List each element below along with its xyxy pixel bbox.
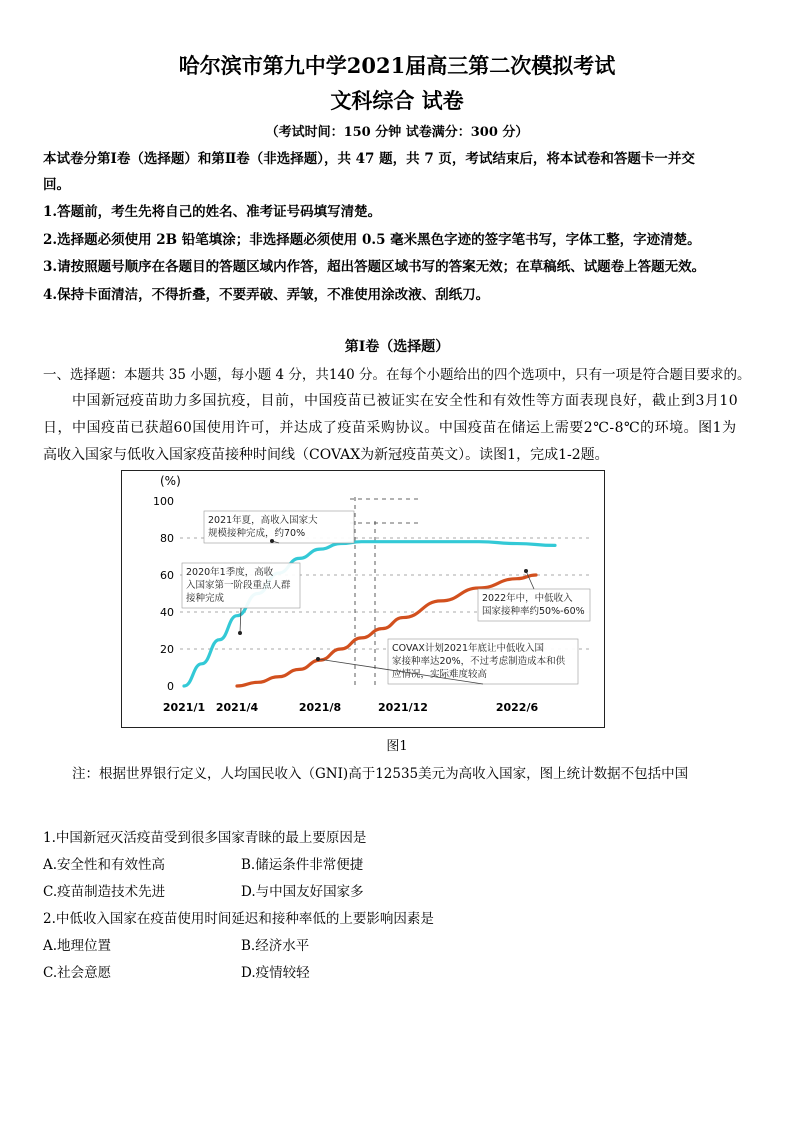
annotation-covax-marker <box>316 657 320 661</box>
exam-subtitle: 文科综合 试卷 <box>330 88 464 113</box>
y-tick-label: 80 <box>160 532 174 545</box>
instruction-item-4: 4.保持卡面清洁，不得折叠，不要弄破、弄皱，不准使用涂改液、刮纸刀。 <box>43 287 490 303</box>
question-1-option-a: A.安全性和有效性高 <box>43 857 166 873</box>
x-tick-label: 2021/1 <box>162 701 206 714</box>
question-2-stem: 2.中低收入国家在疫苗使用时间延迟和接种率低的上要影响因素是 <box>43 911 434 927</box>
exam-info: （考试时间：150 分钟 试卷满分：300 分） <box>265 125 529 140</box>
annotation-high-income-phase1: 2020年1季度，高收入国家第一阶段重点人群接种完成 <box>186 567 291 604</box>
question-2-option-b: B.经济水平 <box>241 938 310 954</box>
annotation-covax: COVAX计划2021年底让中低收入国家接种率达20%，不过考虑制造成本和供应情况，实际难度较高 <box>392 643 566 680</box>
question-2-option-a: A.地理位置 <box>43 938 112 954</box>
section-heading: 第Ⅰ卷（选择题） <box>344 339 450 355</box>
instruction-item-1: 1.答题前，考生先将自己的姓名、准考证号码填写清楚。 <box>43 204 382 220</box>
x-tick-label: 2021/4 <box>215 701 259 714</box>
question-1-option-d: D.与中国友好国家多 <box>241 884 364 900</box>
annotation-low-income-2022: 2022年中，中低收入国家接种率约50%-60% <box>482 593 585 617</box>
intro-line-2: 回。 <box>43 177 70 193</box>
exam-title: 哈尔滨市第九中学2021届高三第二次模拟考试 <box>178 53 616 78</box>
passage-line-1: 中国新冠疫苗助力多国抗疫，目前，中国疫苗已被证实在安全性和有效性等方面表现良好，截止到3月10 <box>72 393 739 409</box>
annotation-low-income-2022-marker <box>524 569 528 573</box>
x-tick-label: 2021/8 <box>298 701 342 714</box>
y-tick-label: 60 <box>160 569 174 582</box>
question-1-option-b: B.储运条件非常便捷 <box>241 857 364 873</box>
passage-line-2: 日，中国疫苗已获超60国使用许可，并达成了疫苗采购协议。中国疫苗在储运上需要2℃-8℃的环境。图1为 <box>43 420 737 436</box>
y-tick-label: 20 <box>160 643 174 656</box>
passage-line-3: 高收入国家与低收入国家疫苗接种时间线（COVAX为新冠疫苗英文）。读图1，完成1-2题。 <box>43 447 609 463</box>
annotation-high-income-summer-marker <box>270 539 274 543</box>
annotation-high-income-phase1-leader <box>240 608 241 633</box>
section-lead: 一、选择题：本题共 35 小题，每小题 4 分，共140 分。在每个小题给出的四个选项中，只有一项是符合题目要求的。 <box>43 367 751 383</box>
x-tick-label: 2022/6 <box>495 701 539 714</box>
figure-note: 注：根据世界银行定义，人均国民收入（GNI)高于12535美元为高收入国家，图上统计数据不包括中国 <box>72 766 689 782</box>
vaccination-timeline-chart <box>122 471 604 727</box>
y-axis-label: (%) <box>160 474 181 488</box>
instruction-item-3: 3.请按照题号顺序在各题目的答题区域内作答，超出答题区域书写的答案无效；在草稿纸、试题卷上答题无效。 <box>43 259 706 275</box>
y-tick-label: 100 <box>153 495 174 508</box>
y-tick-label: 0 <box>167 680 174 693</box>
question-2-option-c: C.社会意愿 <box>43 965 112 981</box>
figure-caption: 图1 <box>386 739 408 754</box>
annotation-high-income-phase1-marker <box>238 631 242 635</box>
figure-1 <box>121 470 605 728</box>
annotation-high-income-summer: 2021年夏，高收入国家大规模接种完成，约70% <box>208 515 318 539</box>
y-tick-label: 40 <box>160 606 174 619</box>
question-1-stem: 1.中国新冠灭活疫苗受到很多国家青睐的最上要原因是 <box>43 830 367 846</box>
question-2-option-d: D.疫情较轻 <box>241 965 310 981</box>
question-1-option-c: C.疫苗制造技术先进 <box>43 884 166 900</box>
x-tick-label: 2021/12 <box>378 701 428 714</box>
instruction-item-2: 2.选择题必须使用 2B 铅笔填涂；非选择题必须使用 0.5 毫米黑色字迹的签字笔书写，字体工整，字迹清楚。 <box>43 232 701 248</box>
intro-line-1: 本试卷分第Ⅰ卷（选择题）和第Ⅱ卷（非选择题），共 47 题，共 7 页，考试结束后，将本试卷和答题卡一并交 <box>43 151 695 167</box>
